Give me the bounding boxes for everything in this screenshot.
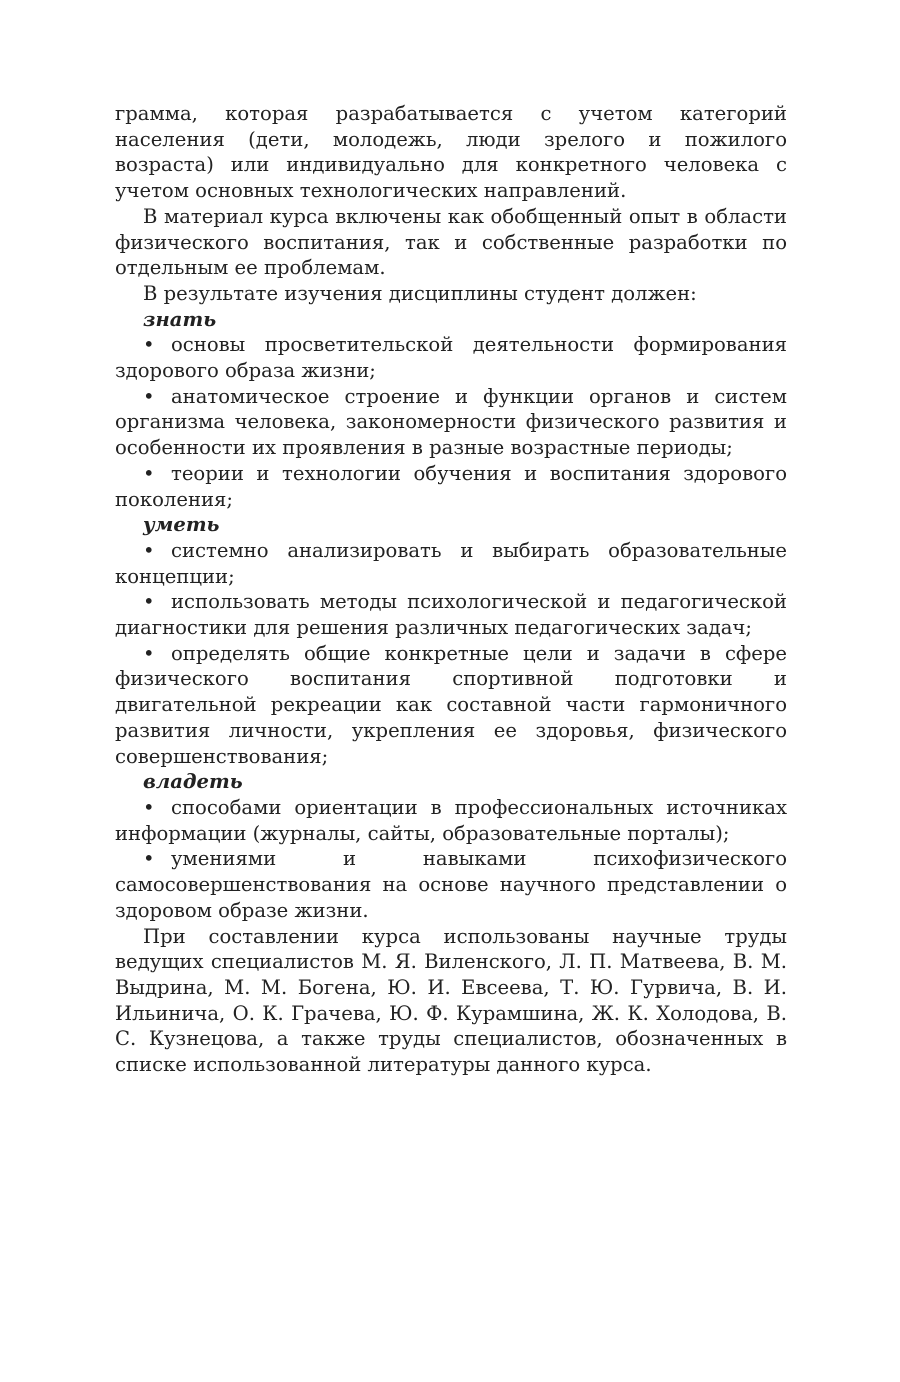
bullet-icon: • — [143, 590, 155, 614]
know-item — [115, 461, 787, 512]
master-item-text: умениями и навыками психофизического самосовершенствования на основе научного представлении о здоровом образе жизни. — [115, 847, 787, 922]
know-item-text: анатомическое строение и функции органов и систем организма человека, закономерности физического развития и особенности их проявления в разные возрастные периоды; — [115, 384, 787, 460]
intro-paragraph-2: В материал курса включены как обобщенный опыт в области физического воспитания, так и собственные разработки по отдельным ее проблемам. — [115, 204, 787, 280]
bullet-icon: • — [143, 384, 155, 408]
intro-paragraph-1: грамма, которая разрабатывается с учетом категорий населения (дети, молодежь, люди зрелого и пожилого возраста) или индивидуально для конкретного человека с учетом основных технологических направлений. — [115, 102, 787, 203]
bullet-icon: • — [143, 461, 155, 485]
can-heading: уметь — [143, 513, 220, 537]
bullet-icon: • — [143, 333, 155, 357]
master-item — [115, 795, 787, 846]
know-item-text: теории и технологии обучения и воспитания здорового поколения; — [115, 461, 787, 511]
know-item-text: основы просветительской деятельности формирования здорового образа жизни; — [115, 333, 787, 383]
bullet-icon: • — [143, 847, 155, 871]
master-item-text: способами ориентации в профессиональных источниках информации (журналы, сайты, образовательные порталы); — [115, 795, 787, 845]
document-page — [115, 101, 787, 1078]
intro-paragraph-3: В результате изучения дисциплины студент должен: — [143, 281, 697, 305]
can-item-text: системно анализировать и выбирать образовательные концепции; — [115, 538, 787, 588]
can-item-text: использовать методы психологической и педагогической диагностики для решения различных педагогических задач; — [115, 590, 787, 640]
can-item-text: определять общие конкретные цели и задачи в сфере физического воспитания спортивной подготовки и двигательной рекреации как составной части гармоничного развития личности, укрепления ее здоровья, физического совершенствования; — [115, 641, 787, 768]
bullet-icon: • — [143, 538, 155, 562]
master-heading: владеть — [143, 770, 243, 794]
know-heading: знать — [143, 307, 217, 331]
bullet-icon: • — [143, 641, 155, 665]
know-item — [115, 332, 787, 383]
bullet-icon: • — [143, 795, 155, 819]
closing-paragraph: При составлении курса использованы научные труды ведущих специалистов М. Я. Виленского, Л. П. Матвеева, В. М. Выдрина, М. М. Богена, Ю. И. Евсеева, Т. Ю. Гурвича, В. И. Ильинича, О. К. Грачева, Ю. Ф. Курамшина, Ж. К. Холодова, В. С. Кузнецова, а также труды специалистов, обозначенных в списке использованной литературы данного курса. — [115, 924, 787, 1077]
can-item — [115, 641, 787, 770]
can-item — [115, 538, 787, 589]
master-item — [115, 846, 787, 923]
can-item — [115, 589, 787, 640]
know-item — [115, 384, 787, 461]
